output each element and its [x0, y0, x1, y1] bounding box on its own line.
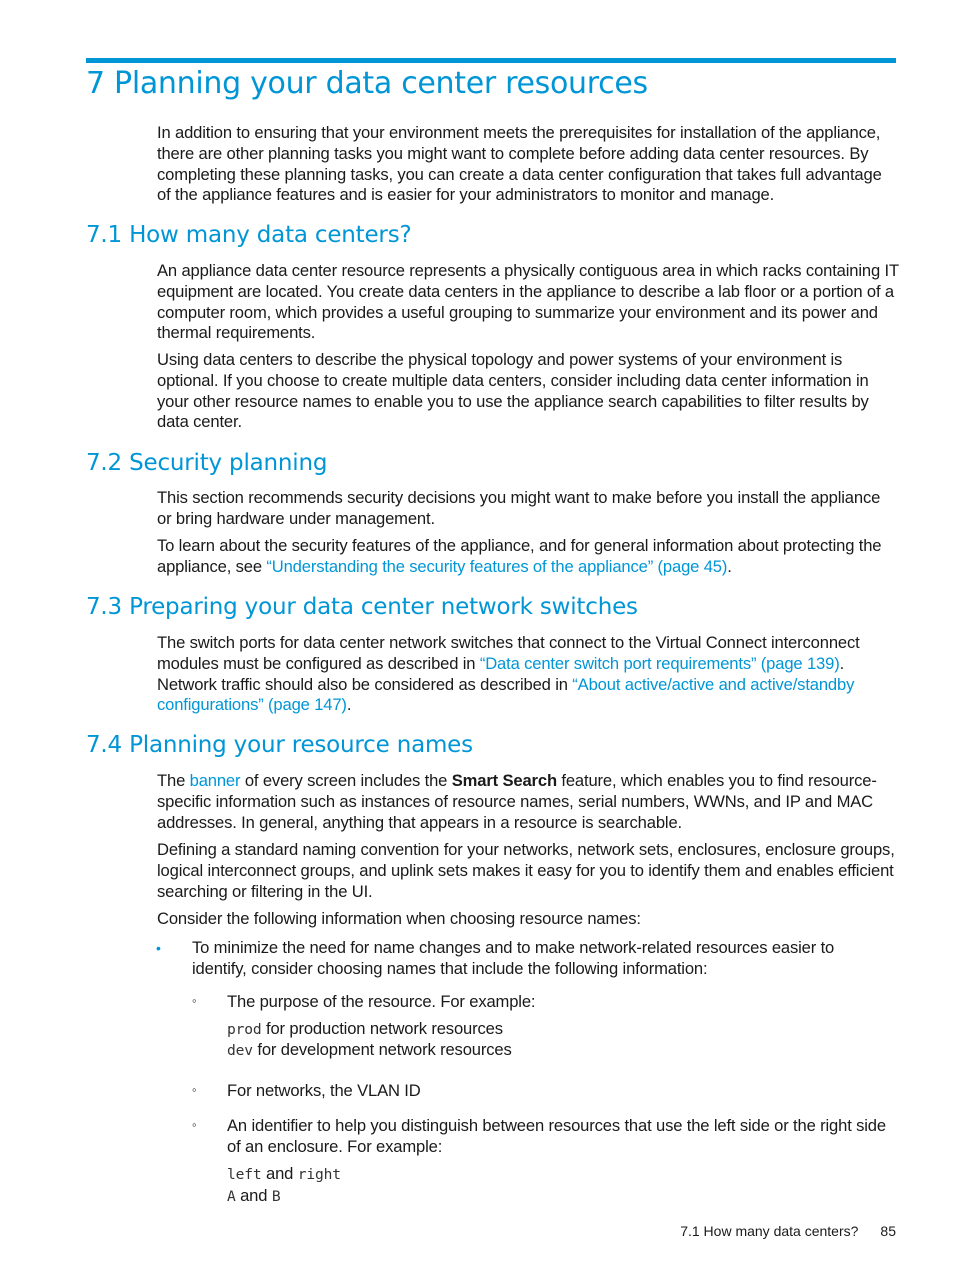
- side-example-left-right: [227, 1164, 897, 1186]
- banner-link[interactable]: banner: [189, 771, 241, 790]
- section-title-7-1: 7.1 How many data centers?: [86, 222, 412, 248]
- paragraph-text: of every screen includes the: [240, 771, 452, 790]
- paragraph-text: The: [157, 771, 190, 790]
- example-text: for development network resources: [252, 1040, 512, 1059]
- paragraph-text: feature, which enables you to find resource-specific information such as instances of resource names, serial numbers, WWNs, and IP and MAC addresses. In general, anything that appears in a resource is searchable.: [157, 771, 877, 832]
- section-7-4-paragraph-3: Consider the following information when choosing resource names:: [157, 909, 641, 928]
- smart-search-term: Smart Search: [451, 771, 557, 790]
- section-7-2-paragraph-1: This section recommends security decisions you might want to make before you install the appliance or bring hardware under management.: [157, 488, 881, 528]
- paragraph-text: To learn about the security features of the appliance, and for general information about protecting the appliance, see: [157, 536, 882, 576]
- paragraph-text: The switch ports for data center network switches that connect to the Virtual Connect interconnect modules must be configured as described in: [157, 633, 860, 673]
- paragraph-text: .: [346, 695, 352, 715]
- section-7-1-paragraph-2: Using data centers to describe the physical topology and power systems of your environment is optional. If you choose to create multiple data centers, consider including data center information in your other resource names to enable you to use the appliance search capabilities to filter results by data center.: [157, 350, 869, 432]
- paragraph-text: .: [727, 556, 732, 576]
- section-title-7-4: 7.4 Planning your resource names: [86, 732, 473, 758]
- code-b: B: [271, 1188, 281, 1205]
- security-features-link[interactable]: “Understanding the security features of the appliance” (page 45): [266, 556, 728, 576]
- sub-bullet-purpose: The purpose of the resource. For example:: [227, 992, 536, 1011]
- chapter-title: 7 Planning your data center resources: [86, 66, 648, 101]
- section-7-4-paragraph-2: Defining a standard naming convention for your networks, network sets, enclosures, enclosure groups, logical interconnect groups, and uplink sets makes it easy for you to identify them and enables efficient searching or filtering in the UI.: [157, 840, 895, 901]
- sub-bullet-marker: ◦: [192, 1117, 197, 1132]
- switch-port-requirements-link[interactable]: “Data center switch port requirements” (page 139): [479, 653, 840, 673]
- purpose-example-prod: [227, 1019, 897, 1041]
- chapter-intro: In addition to ensuring that your environment meets the prerequisites for installation of the appliance, there are other planning tasks you might want to complete before adding data center resources. By completing these planning tasks, you can create a data center configuration that takes full advantage of the appliance features and is easier for your administrators to monitor and manage.: [157, 123, 882, 205]
- page-footer: [680, 1223, 896, 1239]
- code-a: A: [227, 1188, 236, 1205]
- page-number: 85: [880, 1223, 896, 1239]
- bullet-item-naming: To minimize the need for name changes and to make network-related resources easier to identify, consider choosing names that include the following information:: [192, 938, 835, 978]
- footer-section-title: 7.1 How many data centers?: [680, 1223, 859, 1239]
- example-text: and: [235, 1186, 272, 1205]
- sub-bullet-side-identifier: An identifier to help you distinguish between resources that use the left side or the right side of an enclosure. For example:: [227, 1116, 886, 1156]
- section-7-4-paragraph-1: [157, 771, 899, 833]
- sub-bullet-vlan: For networks, the VLAN ID: [227, 1081, 421, 1100]
- code-prod: prod: [227, 1021, 262, 1038]
- example-text: for production network resources: [261, 1019, 503, 1038]
- sub-bullet-marker: ◦: [192, 993, 197, 1008]
- example-text: and: [261, 1164, 298, 1183]
- section-7-2-paragraph-2: [157, 536, 899, 578]
- paragraph-text: . Network traffic should also be considered as described in: [157, 653, 845, 694]
- code-left: left: [227, 1166, 262, 1183]
- side-example-a-b: [227, 1186, 897, 1208]
- code-right: right: [297, 1166, 341, 1183]
- code-dev: dev: [227, 1042, 253, 1059]
- bullet-marker: •: [156, 940, 161, 956]
- section-title-7-3: 7.3 Preparing your data center network switches: [86, 594, 638, 620]
- active-standby-configurations-link[interactable]: “About active/active and active/standby configurations” (page 147): [157, 674, 855, 715]
- section-title-7-2: 7.2 Security planning: [86, 450, 328, 476]
- purpose-example-dev: [227, 1040, 897, 1062]
- sub-bullet-marker: ◦: [192, 1082, 197, 1097]
- section-7-3-paragraph-1: [157, 633, 899, 716]
- section-7-1-paragraph-1: An appliance data center resource represents a physically contiguous area in which racks containing IT equipment are located. You create data centers in the appliance to describe a lab floor or a portion of a computer room, which provides a useful grouping to summarize your environment and its power and thermal requirements.: [157, 261, 899, 343]
- chapter-top-rule: [86, 58, 896, 63]
